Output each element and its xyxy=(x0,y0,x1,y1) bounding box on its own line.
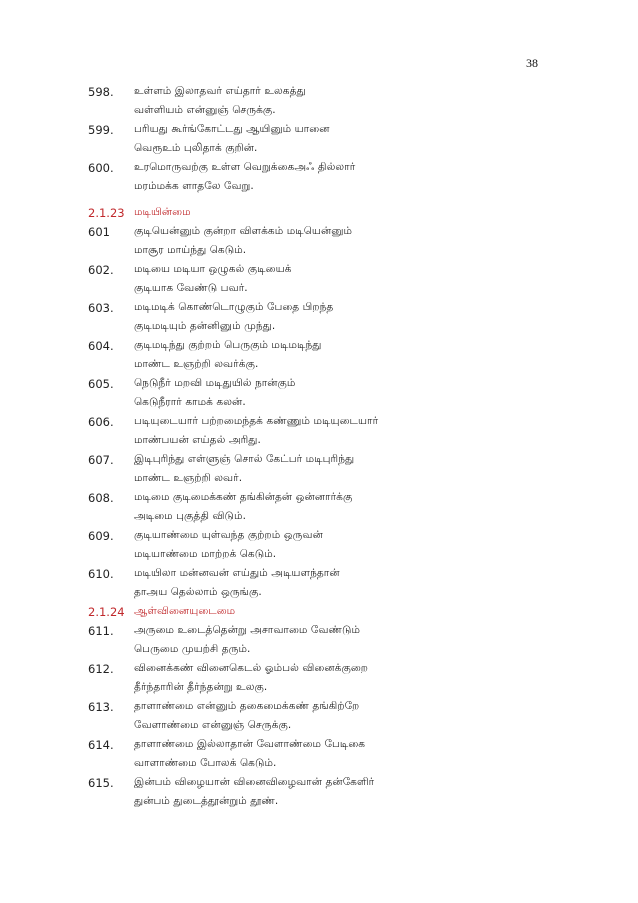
verse-number: 604. xyxy=(88,338,114,353)
verse-text: துன்பம் துடைத்தூன்றும் தூண். xyxy=(134,795,279,807)
verse-text: வினைக்கண் வினைகெடல் ஓம்பல் வினைக்குறை xyxy=(134,662,369,674)
verse-text: தாஅய தெல்லாம் ஒருங்கு. xyxy=(134,586,262,598)
verse-number: 608. xyxy=(88,490,114,505)
verse-text: தாளாண்மை என்னும் தகைமைக்கண் தங்கிற்றே xyxy=(134,700,360,712)
verse-text: மரம்மக்க ளாதலே வேறு. xyxy=(134,180,254,192)
verse-number: 607. xyxy=(88,452,114,467)
verse-number: 599. xyxy=(88,122,114,137)
section-title: ஆள்வினையுடைமை xyxy=(134,605,236,617)
verse-text: உள்ளம் இலாதவர் எய்தார் உலகத்து xyxy=(134,85,306,97)
verse-number: 603. xyxy=(88,300,114,315)
verse-number: 613. xyxy=(88,699,114,714)
verse-text: பரியது கூர்ங்கோட்டது ஆயினும் யானை xyxy=(134,123,330,135)
verse-line xyxy=(88,120,568,139)
verse-number: 598. xyxy=(88,84,114,99)
verse-text: குடியாக வேண்டு பவர். xyxy=(134,282,248,294)
verse-number: 611. xyxy=(88,623,114,638)
verse-text: வேளாண்மை என்னுஞ் செருக்கு. xyxy=(134,719,292,731)
verse-text: நெடுநீர் மறவி மடிதுயில் நான்கும் xyxy=(134,377,296,389)
verse-number: 610. xyxy=(88,566,114,581)
verse-line xyxy=(88,158,568,177)
section-number: 2.1.23 xyxy=(88,205,125,220)
verse-text: மாண்ட உஞற்றி லவர்க்கு. xyxy=(134,358,259,370)
verse-number: 612. xyxy=(88,661,114,676)
verse-text: மடியை மடியா ஒழுகல் குடியைக் xyxy=(134,263,292,275)
verse-text: இன்பம் விழையான் வினைவிழைவான் தன்கேளிர் xyxy=(134,776,375,788)
verse-text: மடிமடிக் கொண்டொழுகும் பேதை பிறந்த xyxy=(134,301,334,313)
verse-number: 600. xyxy=(88,160,114,175)
verse-text: தாளாண்மை இல்லாதான் வேளாண்மை பேடிகை xyxy=(134,738,366,750)
verse-line xyxy=(88,101,568,120)
verse-number: 606. xyxy=(88,414,114,429)
verse-text: மாண்ட உஞற்றி லவர். xyxy=(134,472,243,484)
verse-number: 605. xyxy=(88,376,114,391)
verse-number: 615. xyxy=(88,775,114,790)
verse-text: அருமை உடைத்தென்று அசாவாமை வேண்டும் xyxy=(134,624,361,636)
page-number: 38 xyxy=(526,56,538,70)
verse-text: குடிமடியும் தன்னினும் முந்து. xyxy=(134,320,276,332)
verse-number: 602. xyxy=(88,262,114,277)
verse-text: கெடுநீரார் காமக் கலன். xyxy=(134,396,246,408)
verse-text: படியுடையார் பற்றமைந்தக் கண்ணும் மடியுடையார் xyxy=(134,415,379,427)
verse-text: உரமொருவற்கு உள்ள வெறுக்கைஅஃ தில்லார் xyxy=(134,161,356,173)
verse-number: 601 xyxy=(88,224,110,239)
verse-group-3 xyxy=(88,621,568,811)
verse-text: மடியாண்மை மாற்றக் கெடும். xyxy=(134,548,277,560)
section-heading xyxy=(88,602,568,621)
verse-text: குடியாண்மை யுள்வந்த குற்றம் ஒருவன் xyxy=(134,529,323,541)
verse-text: மடிமை குடிமைக்கண் தங்கின்தன் ஒன்னார்க்கு xyxy=(134,491,353,503)
verse-text: வாளாண்மை போலக் கெடும். xyxy=(134,757,277,769)
verse-text: பெருமை முயற்சி தரும். xyxy=(134,643,251,655)
section-heading xyxy=(88,203,568,222)
verse-text: குடிமடிந்து குற்றம் பெருகும் மடிமடிந்து xyxy=(134,339,322,351)
verse-text: வள்ளியம் என்னுஞ் செருக்கு. xyxy=(134,104,276,116)
verse-text: வெரூஉம் புலிதாக் குறின். xyxy=(134,142,258,154)
verse-line xyxy=(88,139,568,158)
verse-number: 614. xyxy=(88,737,114,752)
verse-text: அடிமை புகுத்தி விடும். xyxy=(134,510,247,522)
verse-line xyxy=(88,82,568,101)
verse-text: மாண்பயன் எய்தல் அரிது. xyxy=(134,434,261,446)
verse-group-2 xyxy=(88,222,568,602)
section-number: 2.1.24 xyxy=(88,604,125,619)
verse-group-1 xyxy=(88,82,568,196)
verse-text: மாசூர மாய்ந்து கெடும். xyxy=(134,244,247,256)
section-title: மடியின்மை xyxy=(134,206,191,218)
verse-text: குடியென்னும் குன்றா விளக்கம் மடியென்னும் xyxy=(134,225,353,237)
verse-line xyxy=(88,177,568,196)
verse-text: மடியிலா மன்னவன் எய்தும் அடியளந்தான் xyxy=(134,567,340,579)
verse-text: இடிபுரிந்து எள்ளுஞ் சொல் கேட்பர் மடிபுரிந்து xyxy=(134,453,355,465)
verse-text: தீர்ந்தாரின் தீர்ந்தன்று உலகு. xyxy=(134,681,268,693)
verse-number: 609. xyxy=(88,528,114,543)
